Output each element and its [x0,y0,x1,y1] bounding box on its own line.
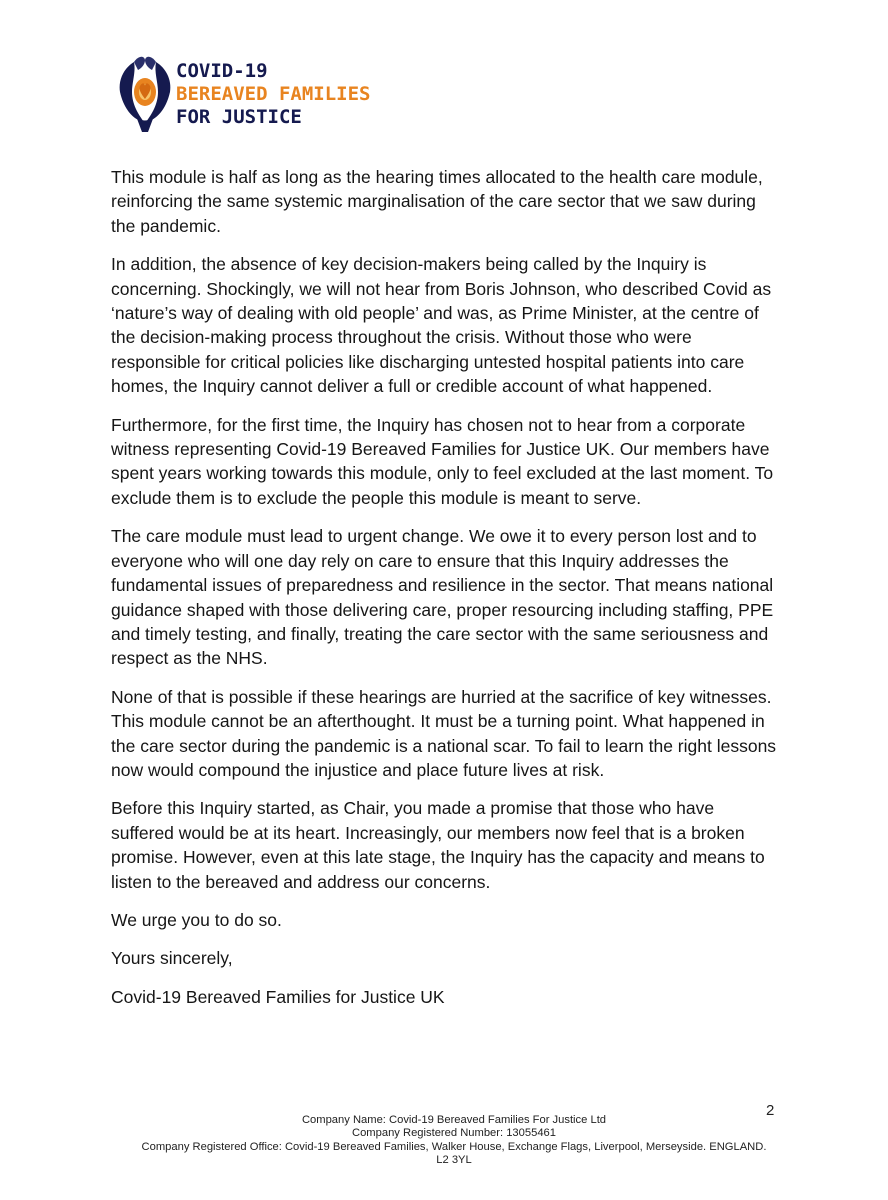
organisation-logo [116,52,376,134]
paragraph-key-witnesses: None of that is possible if these hearings are hurried at the sacrifice of key witnesses. This module cannot be an afterthought. It must be a turning point. What happened in the care sector during the pandemic is a national scar. To fail to learn the right lessons now would compound the injustice and place future lives at risk. [111,686,777,780]
company-footer [60,1114,848,1168]
logo-wordmark [176,60,370,129]
closing-salutation: Yours sincerely, [111,948,233,969]
paragraph-urgent-change: The care module must lead to urgent change. We owe it to every person lost and to everyone who will one day rely on care to ensure that this Inquiry addresses the fundamental issues of preparedness and resilience in the sector. That means national guidance shaped with those delivering care, proper resourcing including staffing, PPE and timely testing, and finally, treating the care sector with the same seriousness and respect as the NHS. [111,526,774,669]
logo-line-for-justice: FOR JUSTICE [176,106,302,128]
paragraph-corporate-witness: Furthermore, for the first time, the Inquiry has chosen not to hear from a corporate witness representing Covid-19 Bereaved Families for Justice UK. Our members have spent years working towards this module, only to feel excluded at the last moment. To exclude them is to exclude the people this module is meant to serve. [111,414,774,508]
paragraph-module-length: This module is half as long as the hearing times allocated to the health care module, reinforcing the same systemic marginalisation of the care sector that we saw during the pandemic. [111,167,763,236]
footer-registered-number: Company Registered Number: 13055461 [352,1127,556,1140]
footer-postcode: L2 3YL [436,1154,472,1167]
logo-line-covid: COVID-19 [176,60,268,82]
signature: Covid-19 Bereaved Families for Justice UK [111,986,445,1007]
logo-line-bereaved-families: BEREAVED FAMILIES [176,83,371,105]
paragraph-decision-makers: In addition, the absence of key decision-makers being called by the Inquiry is concerning. Shockingly, we will not hear from Boris Johnson, who described Covid as ‘nature’s way of dealing with old people’ and was, as Prime Minister, at the centre of the decision-making process throughout the crisis. Without those who were responsible for critical policies like discharging untested hospital patients into care homes, the Inquiry cannot deliver a full or credible account of what happened. [111,254,772,397]
footer-registered-office: Company Registered Office: Covid-19 Bereaved Families, Walker House, Exchange Flags, Liverpool, Merseyside. ENGLAND. [141,1140,767,1153]
footer-company-name: Company Name: Covid-19 Bereaved Families For Justice Ltd [301,1114,607,1126]
paragraph-broken-promise: Before this Inquiry started, as Chair, you made a promise that those who have suffered would be at its heart. Increasingly, our members now feel that is a broken promise. However, even at this late stage, the Inquiry has the capacity and means to listen to the bereaved and address our concerns. [111,798,765,892]
letter-body [111,165,781,1023]
paragraph-urge: We urge you to do so. [111,909,282,930]
page-number: 2 [766,1102,775,1119]
hands-heart-icon [116,52,174,134]
